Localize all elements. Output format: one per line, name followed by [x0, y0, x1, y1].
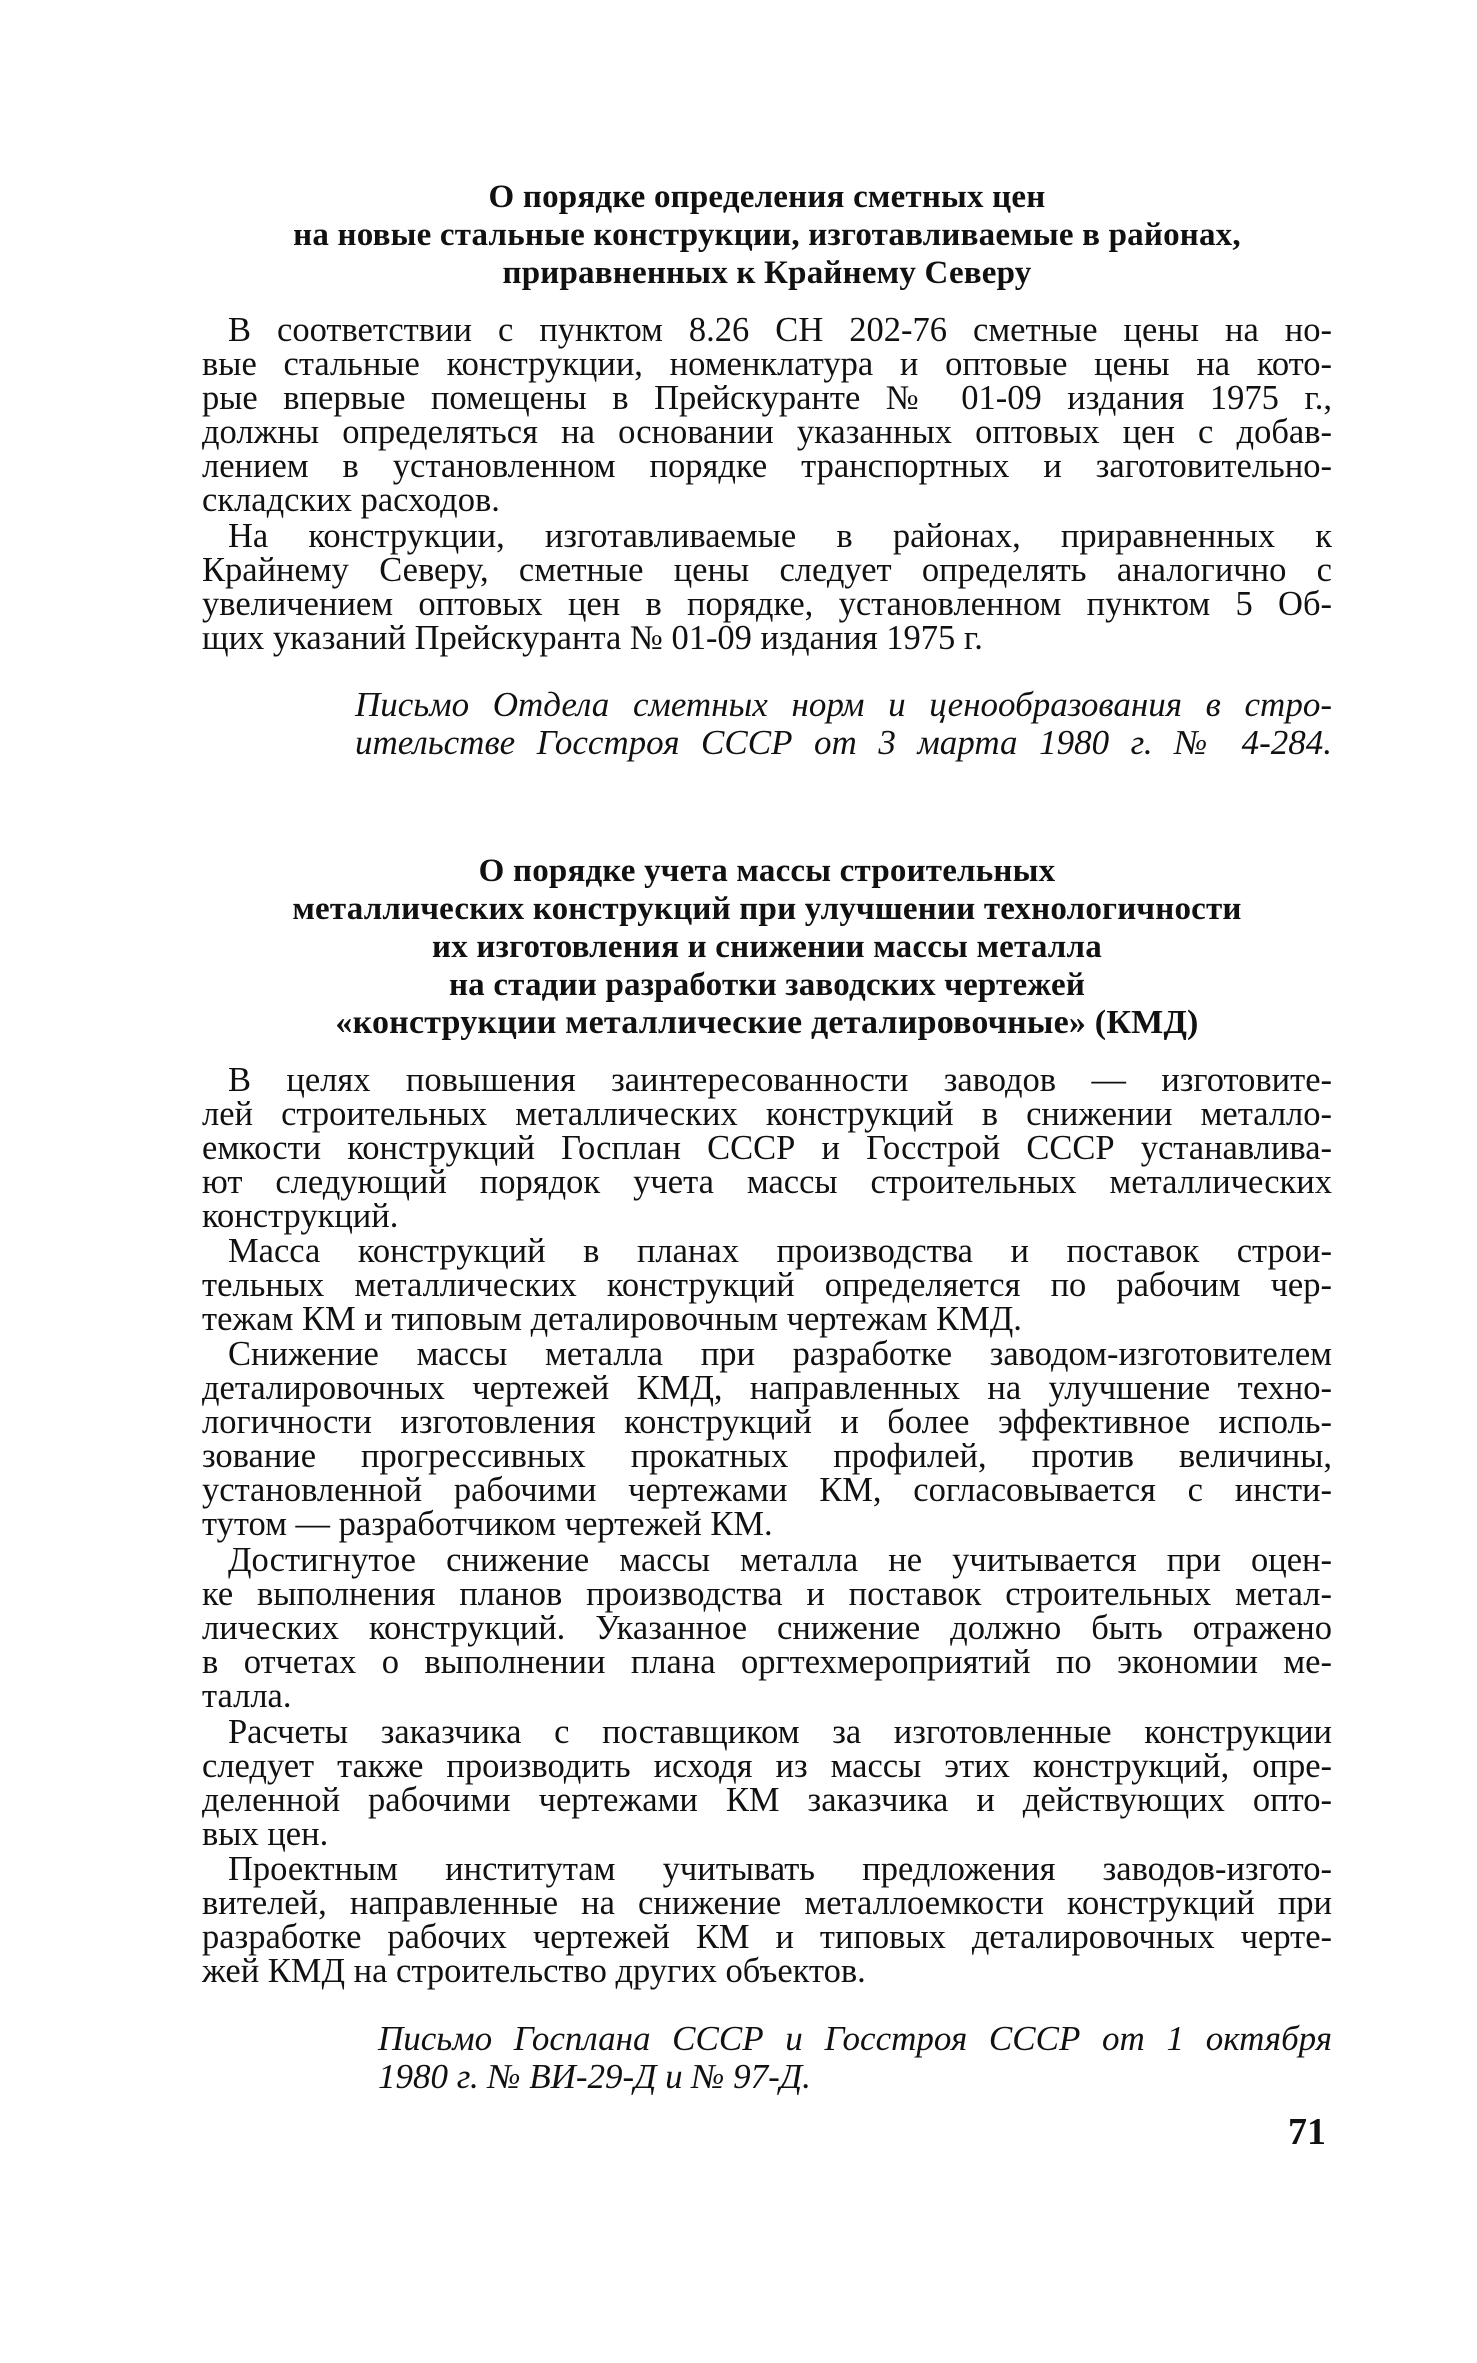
text-line: следует также производить исходя из массы этих конструкций, опре- — [202, 1747, 1332, 1785]
text-line: вых цен. — [202, 1815, 329, 1853]
text-line: Снижение массы металла при разработке заводом-изготовителем — [228, 1335, 1332, 1373]
text-line: вые стальные конструкции, номенклатура и оптовые цены на кото- — [202, 345, 1332, 383]
text-line: Крайнему Северу, сметные цены следует определять аналогично с — [202, 551, 1332, 589]
section2-paragraph-2 — [202, 1234, 1332, 1336]
section2-paragraph-6 — [202, 1852, 1332, 1988]
signature-line: Письмо Отдела сметных норм и ценообразования в стро- — [355, 685, 1332, 724]
section1-title-line: О порядке определения сметных цен — [488, 179, 1046, 215]
page-number: 71 — [1288, 2111, 1326, 2153]
text-line: лением в установленном порядке транспортных и заготовительно- — [202, 447, 1332, 485]
text-line: щих указаний Прейскуранта № 01-09 издания 1975 г. — [202, 619, 983, 657]
signature-line: ительстве Госстроя СССР от 3 марта 1980 г. № 4-284. — [355, 723, 1332, 762]
section1-title-line: на новые стальные конструкции, изготавливаемые в районах, — [293, 217, 1241, 253]
section2-title — [202, 852, 1332, 1042]
section2-title-line: О порядке учета массы строительных — [478, 853, 1056, 889]
text-line: логичности изготовления конструкций и более эффективное исполь- — [202, 1403, 1332, 1441]
section2-title-line: на стадии разработки заводских чертежей — [448, 967, 1086, 1003]
signature-line: 1980 г. № ВИ-29-Д и № 97-Д. — [378, 2057, 811, 2096]
text-line: рые впервые помещены в Прейскуранте № 01-09 издания 1975 г., — [202, 379, 1332, 417]
text-line: в отчетах о выполнении плана оргтехмероприятий по экономии ме- — [202, 1643, 1332, 1681]
text-line: деленной рабочими чертежами КМ заказчика и действующих опто- — [202, 1781, 1332, 1819]
signature-line: Письмо Госплана СССР и Госстроя СССР от 1 октября — [378, 2019, 1332, 2058]
section2-paragraph-4 — [202, 1543, 1332, 1713]
section1-signature — [355, 686, 1332, 762]
text-line: В целях повышения заинтересованности заводов — изготовите- — [228, 1061, 1332, 1099]
text-line: Проектным институтам учитывать предложения заводов-изгото- — [228, 1850, 1332, 1888]
section2-title-line: «конструкции металлические деталировочные» (КМД) — [335, 1004, 1199, 1041]
section1-paragraph-1 — [202, 313, 1332, 517]
section1-paragraph-2 — [202, 519, 1332, 655]
text-line: увеличением оптовых цен в порядке, установленном пунктом 5 Об- — [202, 585, 1332, 623]
text-line: Достигнутое снижение массы металла не учитывается при оцен- — [228, 1541, 1332, 1579]
section2-paragraph-1 — [202, 1063, 1332, 1233]
section1-title — [202, 178, 1332, 292]
section2-title-line: металлических конструкций при улучшении технологичности — [292, 891, 1242, 927]
text-line: конструкций. — [202, 1197, 399, 1235]
text-line: должны определяться на основании указанных оптовых цен с добав- — [202, 413, 1332, 451]
text-line: деталировочных чертежей КМД, направленных на улучшение техно- — [202, 1369, 1332, 1407]
text-line: тутом — разработчиком чертежей КМ. — [202, 1505, 773, 1543]
text-line: лических конструкций. Указанное снижение должно быть отражено — [202, 1609, 1332, 1647]
text-line: емкости конструкций Госплан СССР и Госстрой СССР устанавлива- — [202, 1129, 1332, 1167]
text-line: Масса конструкций в планах производства и поставок строи- — [228, 1232, 1332, 1270]
section2-signature — [378, 2020, 1332, 2096]
text-line: тежам КМ и типовым деталировочным чертежам КМД. — [202, 1300, 1022, 1338]
text-line: талла. — [202, 1677, 292, 1715]
text-line: тельных металлических конструкций определяется по рабочим чер- — [202, 1266, 1332, 1304]
section2-paragraph-5 — [202, 1715, 1332, 1851]
text-line: ке выполнения планов производства и поставок строительных метал- — [202, 1575, 1332, 1613]
text-line: зование прогрессивных прокатных профилей, против величины, — [202, 1437, 1332, 1475]
text-line: лей строительных металлических конструкций в снижении металло- — [202, 1095, 1332, 1133]
text-line: вителей, направленные на снижение металлоемкости конструкций при — [202, 1884, 1332, 1922]
text-line: жей КМД на строительство других объектов. — [202, 1952, 866, 1990]
text-line: В соответствии с пунктом 8.26 СН 202-76 сметные цены на но- — [228, 311, 1332, 349]
text-line: ют следующий порядок учета массы строительных металлических — [202, 1163, 1332, 1201]
text-line: На конструкции, изготавливаемые в районах, приравненных к — [228, 517, 1332, 555]
section1-title-line: приравненных к Крайнему Северу — [502, 255, 1032, 291]
text-line: разработке рабочих чертежей КМ и типовых деталировочных черте- — [202, 1918, 1332, 1956]
section2-paragraph-3 — [202, 1337, 1332, 1541]
text-line: установленной рабочими чертежами КМ, согласовывается с инсти- — [202, 1471, 1332, 1509]
section2-title-line: их изготовления и снижении массы металла — [432, 929, 1102, 965]
text-line: Расчеты заказчика с поставщиком за изготовленные конструкции — [228, 1713, 1332, 1751]
text-line: складских расходов. — [202, 481, 500, 519]
